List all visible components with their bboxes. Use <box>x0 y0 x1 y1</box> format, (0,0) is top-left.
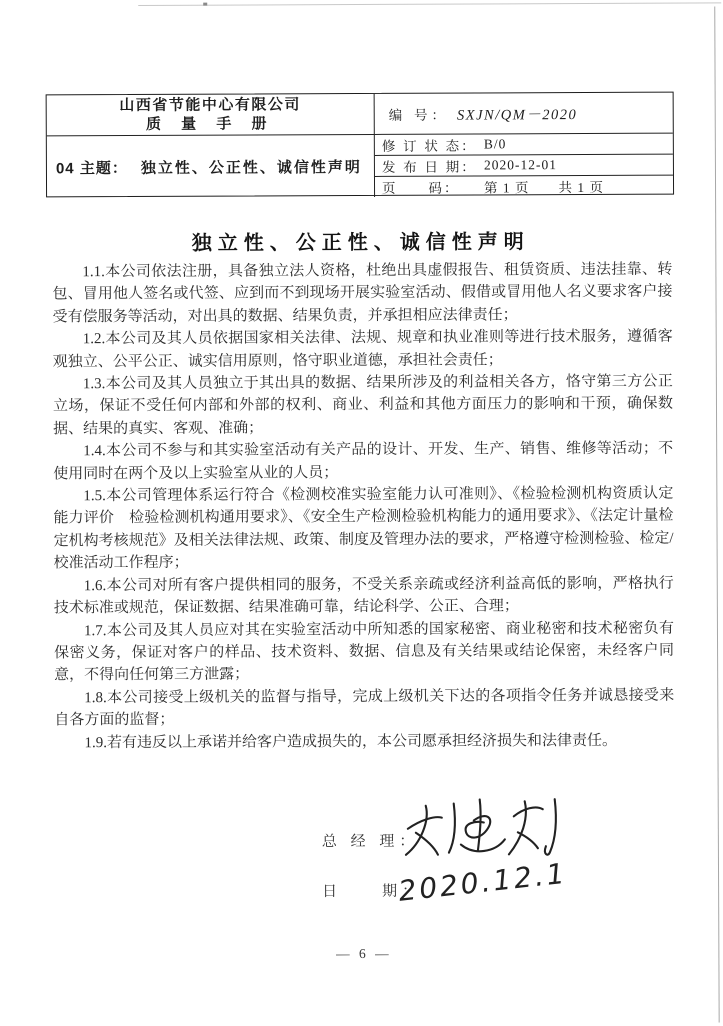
page-number-value: 第 1 页 共 1 页 <box>484 179 605 196</box>
header-table <box>46 92 674 198</box>
scan-speck <box>203 3 207 6</box>
issue-date-row <box>375 155 673 177</box>
paragraph-1-8: 1.8.本公司接受上级机关的监督与指导，完成上级机关下达的各项指令任务并诚恳接受来自各方面的监督； <box>54 687 675 729</box>
document-body <box>52 259 674 755</box>
issue-date-value: 2020-12-01 <box>483 157 557 173</box>
revision-value: B/0 <box>483 136 507 152</box>
page-number-label: 页 码： <box>382 180 460 196</box>
handwritten-date-text: 2020.12.1 <box>396 856 569 908</box>
revision-label: 修 订 状 态： <box>381 138 477 154</box>
subject-label: 04 主题： <box>55 159 128 177</box>
issue-date-label: 发 布 日 期： <box>381 159 477 175</box>
handwritten-date <box>390 851 580 910</box>
paragraph-1-1: 1.1.本公司依法注册，具备独立法人资格，杜绝出具虚假报告、租赁资质、违法挂靠、转包、冒用他人签名或代签、应到而不到现场开展实验室活动、假借或冒用他人名义要求客户接受有偿服务等活动，对出具的数据、结果负责，并承担相应法律责任； <box>52 261 673 326</box>
manual-title: 质 量 手 册 <box>145 114 275 133</box>
company-name: 山西省节能中心有限公司 <box>119 95 301 114</box>
subject-value: 独立性、公正性、诚信性声明 <box>140 158 362 177</box>
date-label: 日 期： <box>322 883 423 901</box>
doc-number-cell <box>375 93 673 135</box>
subject-cell <box>47 135 375 198</box>
paragraph-1-3: 1.3.本公司及其人员独立于其出具的数据、结果所涉及的利益相关各方，恪守第三方公正立场，保证不受任何内部和外部的权利、商业、利益和其他方面压力的影响和干预，确保数据、结果的真实、客观、准确； <box>52 373 674 438</box>
paragraph-1-4: 1.4.本公司不参与和其实验室活动有关产品的设计、开发、生产、销售、维修等活动；不使用同时在两个及以上实验室从业的人员； <box>53 440 674 483</box>
paragraph-1-6: 1.6.本公司对所有客户提供相同的服务，不受关系亲疏或经济利益高低的影响，严格执行技术标准或规范，保证数据、结果准确可靠，结论科学、公正、合理； <box>53 575 674 617</box>
paragraph-1-2: 1.2.本公司及其人员依据国家相关法律、法规、规章和执业准则等进行技术服务，遵循客观独立、公平公正、诚实信用原则，恪守职业道德，承担社会责任； <box>52 328 673 370</box>
paragraph-1-9: 1.9.若有违反以上承诺并给客户造成损失的，本公司愿承担经济损失和法律责任。 <box>84 732 617 751</box>
general-manager-label: 总 经 理： <box>321 833 420 851</box>
doc-number-value: SXJN/QM－2020 <box>456 106 578 124</box>
page-title: 独立性、公正性、诚信性声明 <box>191 231 530 255</box>
company-title-cell <box>47 94 375 136</box>
scan-edge-top <box>138 2 721 6</box>
page-number-row <box>375 176 673 197</box>
scan-edge-right <box>714 6 719 1022</box>
footer-page-number: — 6 — <box>336 945 392 962</box>
revision-row <box>375 134 673 156</box>
paragraph-1-7: 1.7.本公司及其人员应对其在实验室活动中所知悉的国家秘密、商业秘密和技术秘密负有保密义务，保证对客户的样品、技术资料、数据、信息及有关结果或结论保密，未经客户同意，不得向任何第三方泄露； <box>54 620 675 684</box>
paragraph-1-5: 1.5.本公司管理体系运行符合《检测校准实验室能力认可准则》、《检验检测机构资质认定能力评价 检验检测机构通用要求》、《安全生产检测检验机构能力的通用要求》、《法定计量检定机构考核规范》及相关法律法规、政策、制度及管理办法的要求，严格遵守检测检验、检定/校准活动工作程序； <box>53 485 674 572</box>
revision-rows-cell <box>375 134 673 197</box>
doc-number-label: 编 号： <box>388 107 450 123</box>
